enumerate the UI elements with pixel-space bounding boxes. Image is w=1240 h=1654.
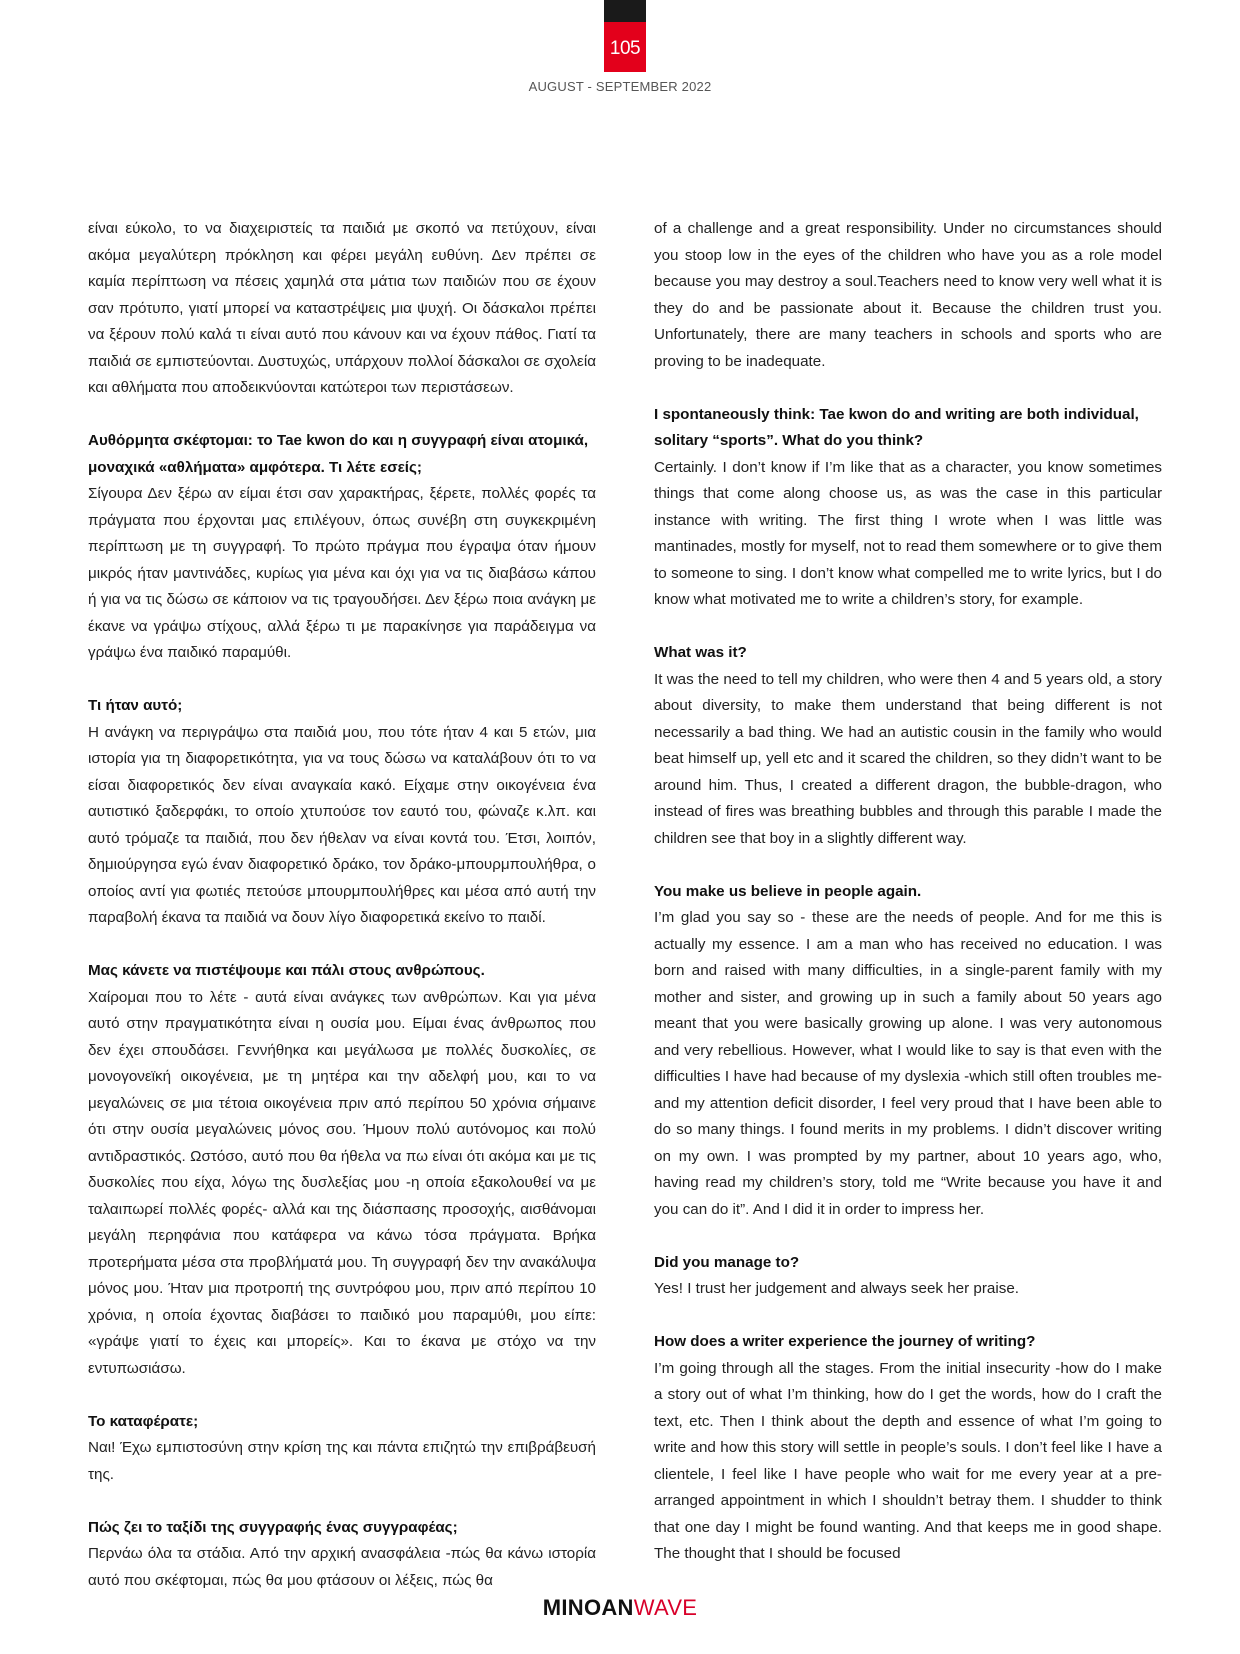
greek-question-5: Πώς ζει το ταξίδι της συγγραφής ένας συγγραφέας; bbox=[88, 1518, 458, 1536]
english-question-2: What was it? bbox=[654, 644, 747, 661]
english-answer-5: I’m going through all the stages. From the initial insecurity -how do I make a story out of what I’m thinking, how do I get the words, how do I craft the text, etc. Then I think about the depth and essence of what I’m going to write and how this story will settle in people’s souls. I don’t feel like I have a clientele, I feel like I have people who wait for me every year at a pre-arranged appointment in which I shouldn’t betray them. I shudder to think that one day I might be found wanting. And that keeps me in good shape. The thought that I should be focused bbox=[654, 1359, 1162, 1562]
logo-light-text: WAVE bbox=[633, 1595, 698, 1620]
greek-question-1: Αυθόρμητα σκέφτομαι: το Tae kwon do και η συγγραφή είναι ατομικά, μοναχικά «αθλήματα» αμφότερα. Τι λέτε εσείς; bbox=[88, 432, 589, 476]
english-question-1: I spontaneously think: Tae kwon do and writing are both individual, solitary “sports”. What do you think? bbox=[654, 405, 1139, 449]
issue-date: AUGUST - SEPTEMBER 2022 bbox=[528, 79, 712, 94]
greek-answer-5: Περνάω όλα τα στάδια. Από την αρχική ανασφάλεια -πώς θα κάνω ιστορία αυτό που σκέφτομαι, πώς θα μου φτάσουν οι λέξεις, πώς θα bbox=[88, 1545, 596, 1589]
greek-column bbox=[88, 216, 596, 1594]
english-intro-paragraph: of a challenge and a great responsibility. Under no circumstances should you stoop low in the eyes of the children who have you as a role model because you may destroy a soul.Teachers need to know very well what it is they do and be passionate about it. Because the children trust you. Unfortunately, there are many teachers in schools and sports who are proving to be inadequate. bbox=[654, 220, 1162, 370]
english-answer-3: I’m glad you say so - these are the needs of people. And for me this is actually my essence. I am a man who has received no education. I was born and raised with many difficulties, in a single-parent family with my mother and sister, and growing up in such a family about 50 years ago meant that you were basically growing up alone. I was very autonomous and very rebellious. However, what I would like to say is that even with the difficulties I have had because of my dyslexia -which still often troubles me- and my attention deficit disorder, I feel very proud that I have been able to do so many things. I found merits in my problems. I didn’t discover writing on my own. I was prompted by my partner, about 10 years ago, who, having read my children’s story, told me “Write because you have it and you can do it”. And I did it in order to impress her. bbox=[654, 909, 1162, 1218]
greek-intro-paragraph: είναι εύκολο, το να διαχειριστείς τα παιδιά με σκοπό να πετύχουν, είναι ακόμα μεγαλύτερη πρόκληση και φέρει μεγάλη ευθύνη. Δεν πρέπει σε καμία περίπτωση να πέσεις χαμηλά στα μάτια των παιδιών που σε έχουν σαν πρότυπο, γιατί μπορεί να καταστρέψεις μια ψυχή. Οι δάσκαλοι πρέπει να ξέρουν πολύ καλά τι είναι αυτό που κάνουν και να έχουν πάθος. Γιατί τα παιδιά σε εμπιστεύονται. Δυστυχώς, υπάρχουν πολλοί δάσκαλοι σε σχολεία και αθλήματα που αποδεικνύονται κατώτεροι των περιστάσεων. bbox=[88, 220, 596, 396]
page-number-tab bbox=[604, 0, 646, 72]
page-number: 105 bbox=[604, 22, 646, 72]
english-question-4: Did you manage to? bbox=[654, 1253, 800, 1271]
greek-answer-3: Χαίρομαι που το λέτε - αυτά είναι ανάγκες των ανθρώπων. Και για μένα αυτό στην πραγματικότητα είναι η ουσία μου. Είμαι ένας άνθρωπος που δεν έχει σπουδάσει. Γεννήθηκα και μεγάλωσα με πολλές δυσκολίες, σε μονογονεϊκή οικογένεια, με τη μητέρα και την αδελφή μου, και το να μεγαλώνεις σε μια τέτοια οικογένεια πριν από περίπου 50 χρόνια σήμαινε ότι στην ουσία μεγαλώνεις μόνος σου. Ήμουν πολύ αυτόνομος και πολύ αντιδραστικός. Ωστόσο, αυτό που θα ήθελα να πω είναι ότι ακόμα και με τις δυσκολίες που είχα, λόγω της δυσλεξίας μου -η οποία εξακολουθεί να με ταλαιπωρεί πολλές φορές- αλλά και της διάσπασης προσοχής, αισθάνομαι μεγάλη περηφάνια που κατάφερα να κάνω τόσα πράγματα. Βρήκα προτερήματα μέσα στα προβλήματά μου. Τη συγγραφή δεν την ανακάλυψα μόνος μου. Ήταν μια προτροπή της συντρόφου μου, πριν από περίπου 10 χρόνια, η οποία έχοντας διαβάσει το παιδικό μου παραμύθι, μου είπε: «γράψε γιατί το έχεις και μπορείς». Και το έκανα με στόχο να την εντυπωσιάσω. bbox=[88, 988, 596, 1377]
english-question-3: You make us believe in people again. bbox=[654, 882, 922, 900]
logo-bold-text: MINOAN bbox=[542, 1595, 634, 1620]
greek-question-3: Μας κάνετε να πιστέψουμε και πάλι στους ανθρώπους. bbox=[88, 962, 485, 979]
greek-answer-2: Η ανάγκη να περιγράψω στα παιδιά μου, που τότε ήταν 4 και 5 ετών, μια ιστορία για τη διαφορετικότητα, για να τους δώσω να καταλάβουν ότι το να είσαι διαφορετικός δεν είναι αναγκαία κακό. Είχαμε στην οικογένεια ένα αυτιστικό ξαδερφάκι, το οποίο χτυπούσε τον εαυτό του, φώναζε κ.λπ. και αυτό τρόμαζε τα παιδιά, που δεν ήθελαν να είναι κοντά του. Έτσι, λοιπόν, δημιούργησα εγώ έναν διαφορετικό δράκο, τον δράκο-μπουρμπουλήθρα, ο οποίος αντί για φωτιές πετούσε μπουρμπουλήθρες και μέσα από αυτή την παραβολή έκανα τα παιδιά να δουν λίγο διαφορετικά εκείνο το παιδί. bbox=[88, 723, 596, 926]
english-question-5: How does a writer experience the journey of writing? bbox=[654, 1333, 1036, 1350]
greek-question-2: Τι ήταν αυτό; bbox=[88, 697, 183, 714]
english-answer-2: It was the need to tell my children, who were then 4 and 5 years old, a story about diversity, to make them understand that being different is not necessarily a bad thing. We had an autistic cousin in the family who would beat himself up, yell etc and it scared the children, so they didn’t want to be around him. Thus, I created a different dragon, the bubble-dragon, who instead of fires was breathing bubbles and through this parable I made the children see that boy in a slightly different way. bbox=[654, 670, 1162, 847]
english-answer-4: Yes! I trust her judgement and always seek her praise. bbox=[654, 1280, 1019, 1297]
greek-answer-1: Σίγουρα Δεν ξέρω αν είμαι έτσι σαν χαρακτήρας, ξέρετε, πολλές φορές τα πράγματα που έρχονται μας επιλέγουν, όπως συνέβη στη συγκεκριμένη περίπτωση με τη συγγραφή. Το πρώτο πράγμα που έγραψα όταν ήμουν μικρός ήταν μαντινάδες, κυρίως για μένα και όχι για να τις διαβάσω κάπου ή για να τις δώσω σε κάποιον να τις τραγουδήσει. Δεν ξέρω ποια ανάγκη με έκανε να γράψω στίχους, αλλά ξέρω τι με παρακίνησε για παράδειγμα να γράψω ένα παιδικό παραμύθι. bbox=[88, 485, 596, 661]
greek-answer-4: Ναι! Έχω εμπιστοσύνη στην κρίση της και πάντα επιζητώ την επιβράβευσή της. bbox=[88, 1439, 596, 1483]
magazine-logo bbox=[0, 1595, 1240, 1621]
english-column bbox=[654, 216, 1162, 1568]
greek-question-4: Το καταφέρατε; bbox=[88, 1412, 199, 1430]
english-answer-1: Certainly. I don’t know if I’m like that as a character, you know sometimes things that come along choose us, as was the case in this particular instance with writing. The first thing I wrote when I was little was mantinades, mostly for myself, not to read them somewhere or to give them to someone to sing. I don’t know what compelled me to write lyrics, but I do know what motivated me to write a children’s story, for example. bbox=[654, 458, 1162, 608]
